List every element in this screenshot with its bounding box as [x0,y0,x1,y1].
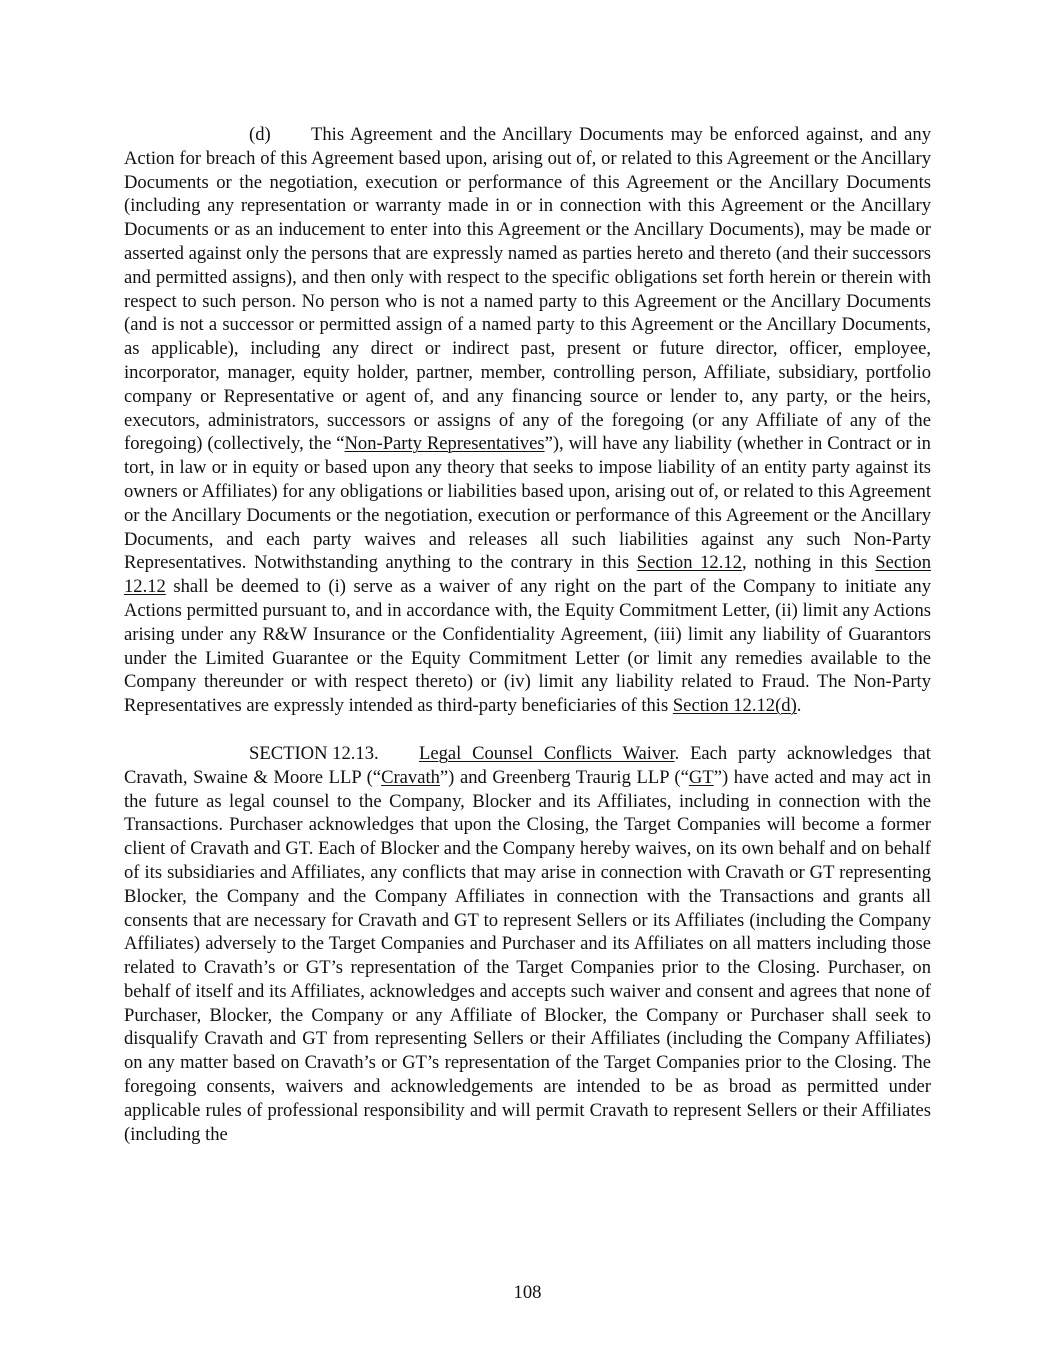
section-12-13-text-part-1: . Each party acknowledges that Cravath, Swaine & Moore LLP (“ [124,742,931,788]
cross-reference-section-12-12-d: Section 12.12(d) [672,695,797,717]
clause-d-text-part-3: , nothing in this [741,552,876,574]
clause-marker-d: (d) [249,124,271,145]
defined-term-cravath: Cravath [381,766,440,788]
clause-d-text-part-4: shall be deemed to (i) serve as a waiver of any right on the part of the Company to initiate any Actions permitted pursuant to, and in accordance with, the Equity Commitment Letter, (ii) limit any Actions arising under any R&W Insurance or the Confidentiality Agreement, (iii) limit any liability of Guarantors under the Limited Guarantee or the Equity Commitment Letter (or limit any remedies available to the Company thereunder or with respect thereto) or (iv) limit any liability related to Fraud. The Non-Party Representatives are expressly intended as third-party beneficiaries of this [124,576,931,717]
paragraph-section-12-13 [124,742,931,1147]
section-12-13-text-part-2: ”) and Greenberg Traurig LLP (“ [439,766,689,788]
section-heading-legal-counsel-conflicts-waiver: Legal Counsel Conflicts Waiver [419,742,675,764]
clause-d-text-part-1: This Agreement and the Ancillary Documents may be enforced against, and any Action for breach of this Agreement based upon, arising out of, or related to this Agreement or the Ancillary Documents or the negotiation, execution or performance of this Agreement or the Ancillary Documents (including any representation or warranty made in or in connection with this Agreement or the Ancillary Documents or as an inducement to enter into this Agreement or the Ancillary Documents), may be made or asserted against only the persons that are expressly named as parties hereto and thereto (and their successors and permitted assigns), and then only with respect to the specific obligations set forth herein or therein with respect to such person. No person who is not a named party to this Agreement or the Ancillary Documents (and is not a successor or permitted assign of a named party to this Agreement or the Ancillary Documents, as applicable), including any direct or indirect past, present or future director, officer, employee, incorporator, manager, equity holder, partner, member, controlling person, Affiliate, subsidiary, portfolio company or Representative or agent of, and any financing source or lender to, any party, or the heirs, executors, administrators, successors or assigns of any of the foregoing (or any Affiliate of any of the foregoing) (collectively, the “ [124,124,931,455]
page-number: 108 [513,1282,542,1303]
section-number-12-13: SECTION 12.13. [249,742,379,764]
clause-d-text-part-2: ”), will have any liability (whether in Contract or in tort, in law or in equity or based upon any theory that seeks to impose liability of an entity party against its owners or Affiliates) for any obligations or liabilities based upon, arising out of, or related to this Agreement or the Ancillary Documents or the negotiation, execution or performance of this Agreement or the Ancillary Documents, and each party waives and releases all such liabilities against any such Non-Party Representatives. Notwithstanding anything to the contrary in this [124,433,931,574]
clause-d-text-part-5: . [796,695,802,717]
document-page [124,123,931,1146]
cross-reference-section-12-12-second: Section 12.12 [124,552,932,598]
defined-term-gt: GT [688,766,714,788]
defined-term-non-party-representatives: Non-Party Representatives [344,433,545,455]
paragraph-section-12-12-d [124,123,931,718]
cross-reference-section-12-12-first: Section 12.12 [636,552,742,574]
section-12-13-text-part-3: ”) have acted and may act in the future as legal counsel to the Company, Blocker and its Affiliates, including in connection with the Transactions. Purchaser acknowledges that upon the Closing, the Target Companies will become a former client of Cravath and GT. Each of Blocker and the Company hereby waives, on its own behalf and on behalf of its subsidiaries and Affiliates, any conflicts that may arise in connection with Cravath or GT representing Blocker, the Company and the Company Affiliates in connection with the Transactions and grants all consents that are necessary for Cravath and GT to represent Sellers or its Affiliates (including the Company Affiliates) adversely to the Target Companies and Purchaser and its Affiliates on all matters including those related to Cravath’s or GT’s representation of the Target Companies prior to the Closing. Purchaser, on behalf of itself and its Affiliates, acknowledges and accepts such waiver and consent and agrees that none of Purchaser, Blocker, the Company or any Affiliate of Blocker, the Company or Purchaser shall seek to disqualify Cravath and GT from representing Sellers or their Affiliates (including the Company Affiliates) on any matter based on Cravath’s or GT’s representation of the Target Companies prior to the Closing. The foregoing consents, waivers and acknowledgements are intended to be as broad as permitted under applicable rules of professional responsibility and will permit Cravath to represent Sellers or their Affiliates (including the [124,766,932,1145]
